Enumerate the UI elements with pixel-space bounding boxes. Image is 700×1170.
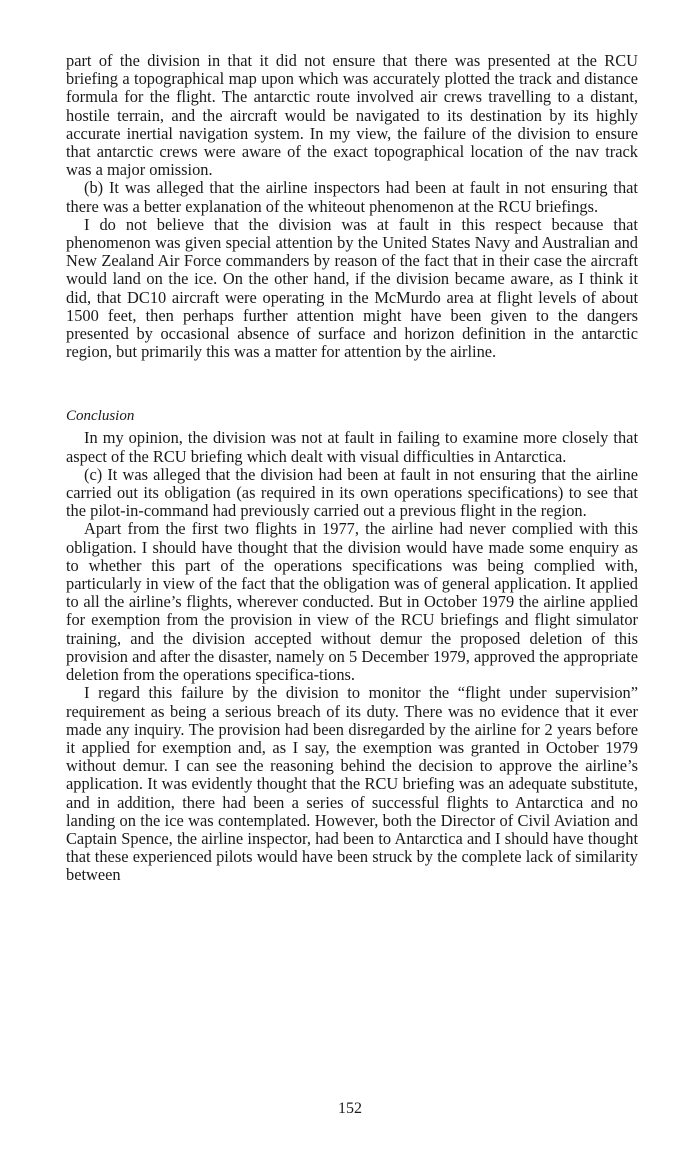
document-page (66, 52, 638, 885)
paragraph-whiteout-response: I do not believe that the division was at fault in this respect because that phenomenon was given special attention by the United States Navy and Australian and New Zealand Air Force commanders by reason of the fact that in their case the aircraft would land on the ice. On the other hand, if the division became aware, as I think it did, that DC10 aircraft were operating in the McMurdo area at flight levels of about 1500 feet, then perhaps further attention might have been given to the dangers presented by occasional absence of surface and horizon definition in the antarctic region, but primarily this was a matter for attention by the airline. (66, 214, 638, 362)
paragraph-allegation-c: (c) It was alleged that the division had been at fault in not ensuring that the airline carried out its obligation (as required in its own operations specifications) to see that the pilot-in-command had previously carried out a previous flight in the region. (66, 464, 638, 521)
paragraph-compliance: Apart from the first two flights in 1977, the airline had never complied with this obligation. I should have thought that the division would have made some enquiry as to whether this part of the operations specifications was being complied with, particularly in view of the fact that the obligation was of general application. It applied to all the airline’s flights, wherever conducted. But in October 1979 the airline applied for exemption from the provision in view of the RCU briefings and flight simulator training, and the division accepted without demur the proposed deletion of this provision and after the disaster, namely on 5 December 1979, approved the appropriate deletion from the operations specifica-tions. (66, 519, 638, 685)
section-heading-conclusion: Conclusion (66, 408, 135, 425)
paragraph-continued: part of the division in that it did not ensure that there was presented at the RCU briefing a topographical map upon which was accurately plotted the track and distance formula for the flight. The antarctic route involved air crews travelling to a distant, hostile terrain, and the aircraft would be navigated to its destination by its highly accurate inertial navigation system. In my view, the failure of the division to ensure that antarctic crews were aware of the exact topographical location of the nav track was a major omission. (66, 51, 638, 180)
paragraph-conclusion: In my opinion, the division was not at fault in failing to examine more closely that aspect of the RCU briefing which dealt with visual difficulties in Antarctica. (66, 428, 638, 466)
page-number: 152 (338, 1100, 362, 1117)
section-spacer (66, 361, 638, 407)
paragraph-allegation-b: (b) It was alleged that the airline inspectors had been at fault in not ensuring that there was a better explanation of the whiteout phenomenon at the RCU briefings. (66, 178, 638, 216)
paragraph-breach-of-duty: I regard this failure by the division to monitor the “flight under supervision” requirement as being a serious breach of its duty. There was no evidence that it ever made any inquiry. The provision had been disregarded by the airline for 2 years before it applied for exemption and, as I say, the exemption was granted in October 1979 without demur. I can see the reasoning behind the decision to approve the airline’s application. It was evidently thought that the RCU briefing was an adequate substitute, and in addition, there had been a series of successful flights to Antarctica and no landing on the ice was contemplated. However, both the Director of Civil Aviation and Captain Spence, the airline inspector, had been to Antarctica and I should have thought that these experienced pilots would have been struck by the complete lack of similarity between (66, 683, 638, 885)
